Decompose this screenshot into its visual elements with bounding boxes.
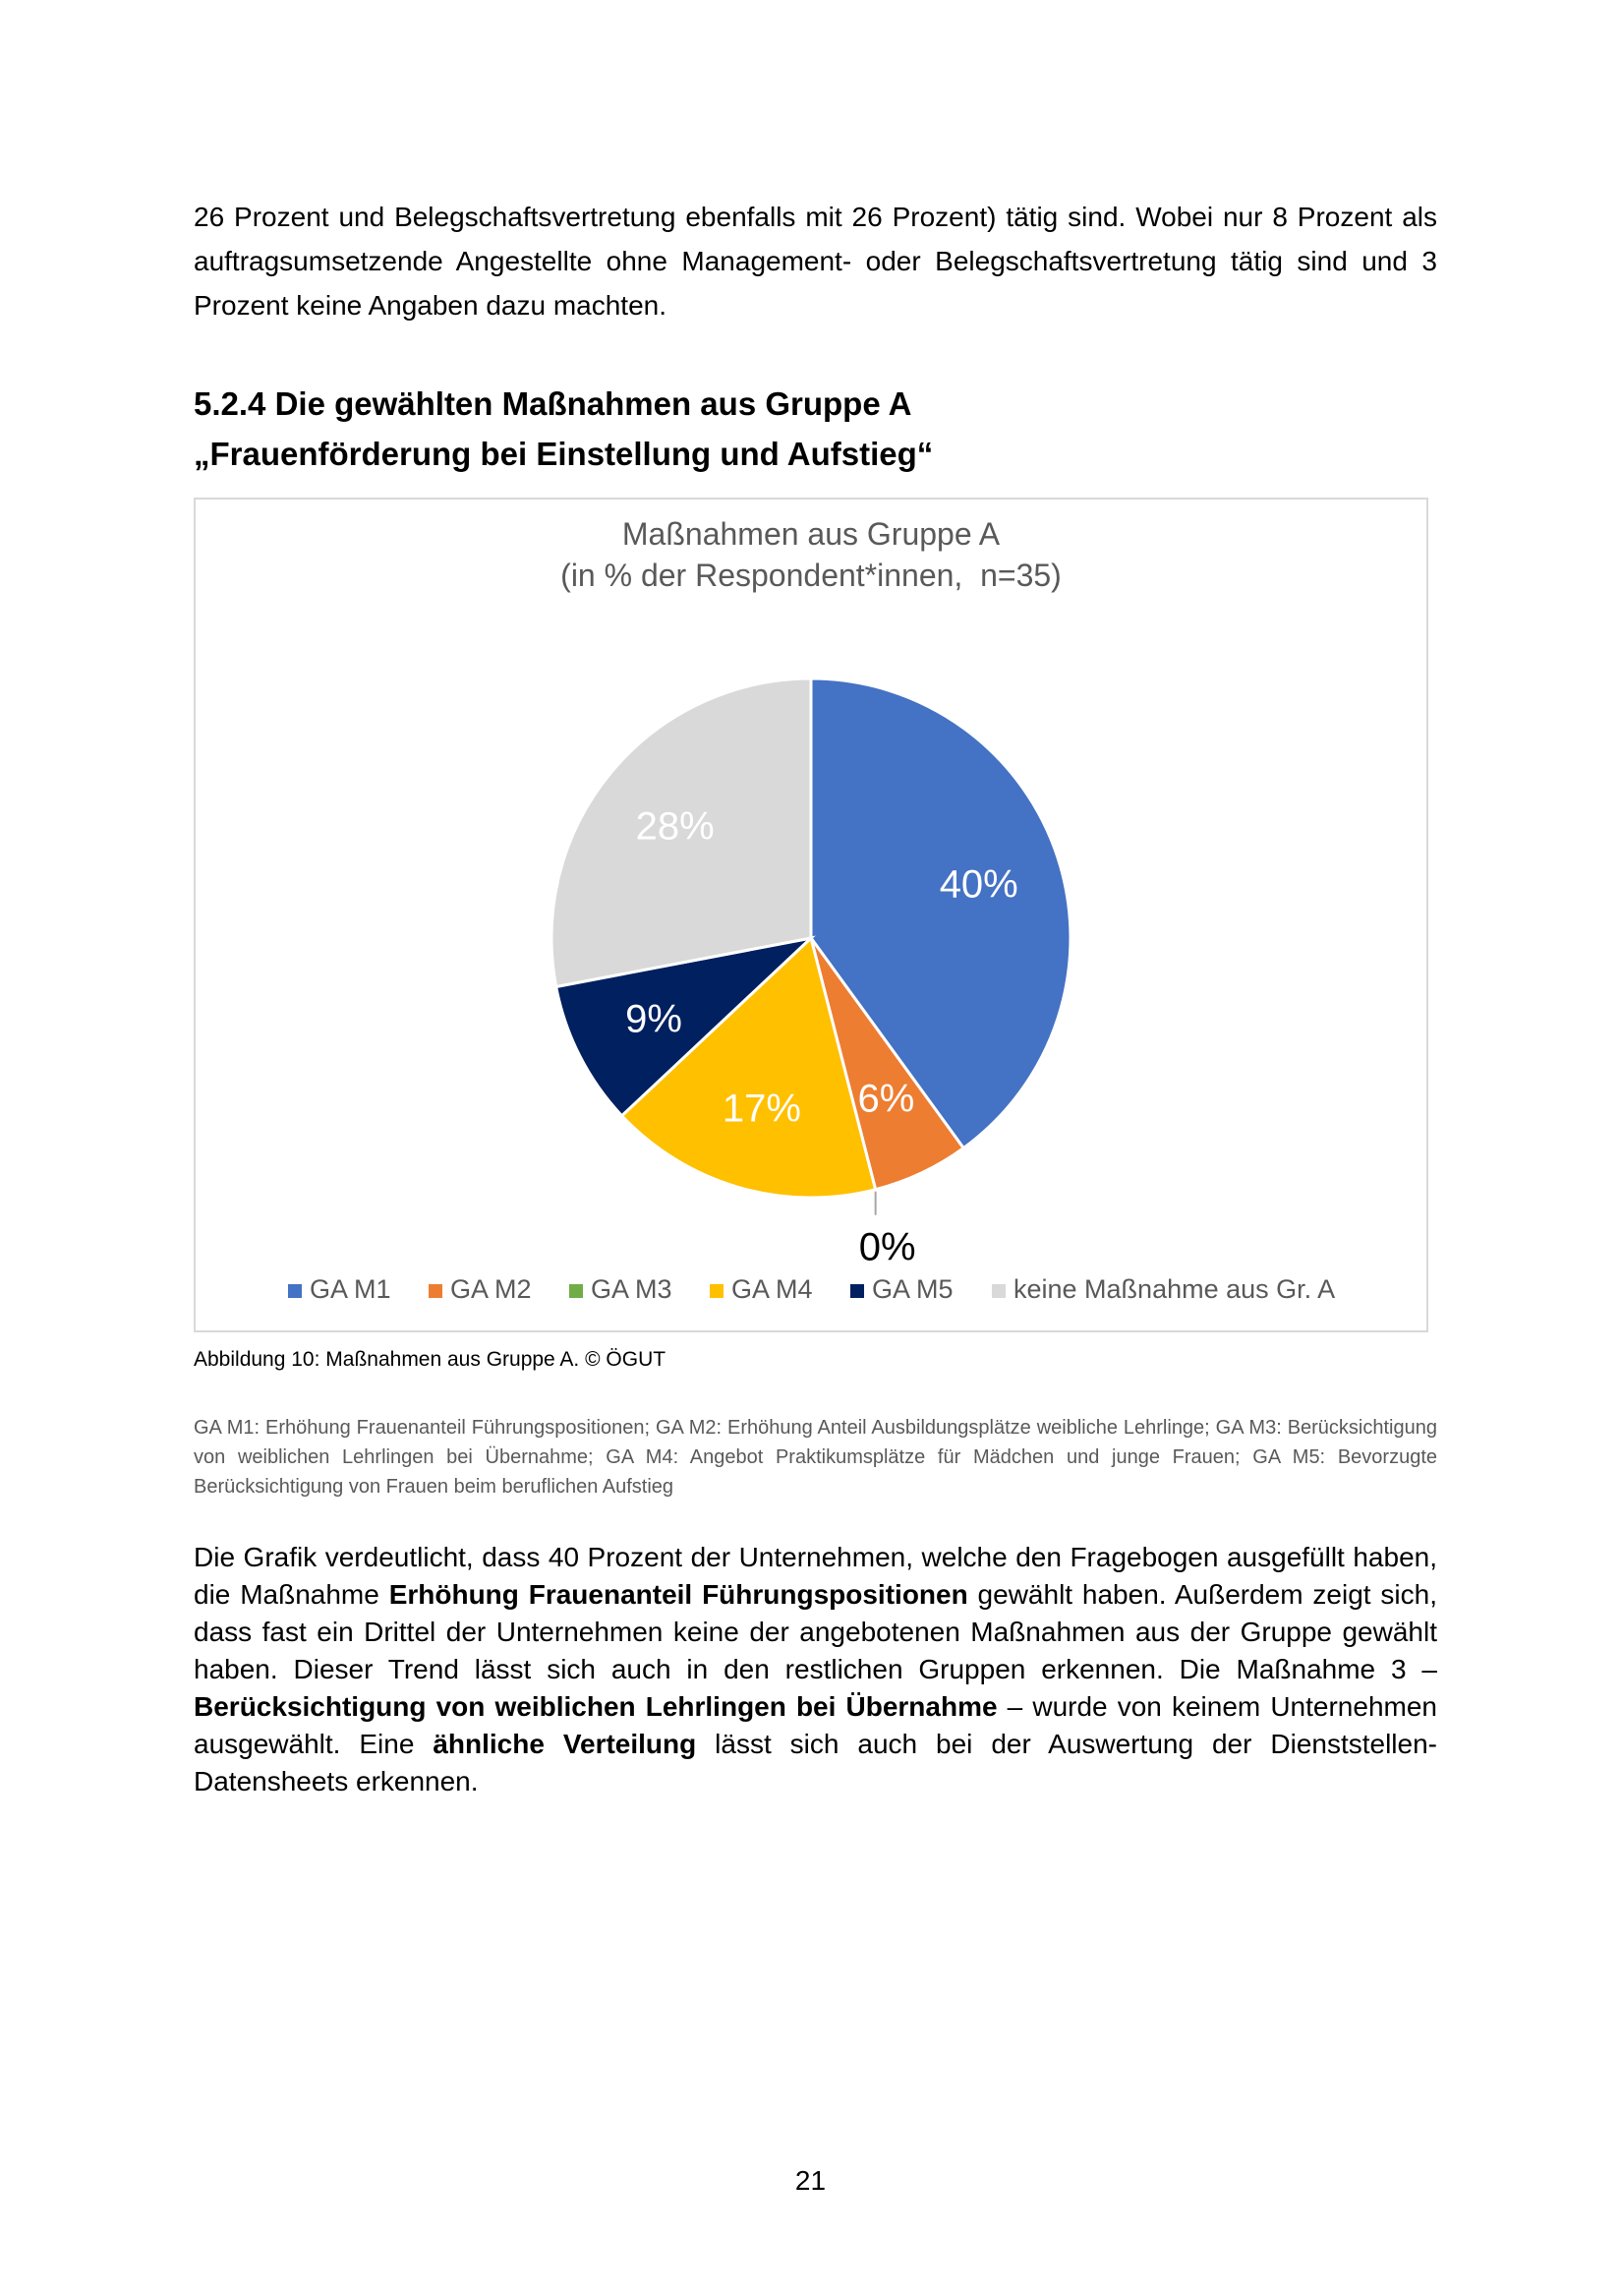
data-label-ga-m1: 40%: [939, 862, 1018, 907]
legend-label-ga-m3: GA M3: [591, 1274, 672, 1304]
main-paragraph: [194, 1539, 1437, 1800]
legend-label-ga-m4: GA M4: [731, 1274, 813, 1304]
pie-slices: [551, 678, 1071, 1198]
main-bold-3: ähnliche Verteilung: [433, 1729, 697, 1759]
main-bold-1: Erhöhung Frauenanteil Führungspositionen: [388, 1579, 968, 1610]
legend-swatch-ga-m5: [850, 1284, 864, 1298]
pie-chart-figure: [194, 498, 1428, 1332]
chart-subtitle: (in % der Respondent*innen, n=35): [560, 558, 1062, 593]
legend-swatch-ga-m2: [429, 1284, 442, 1298]
main-text-3: – wurde von keinem Unternehmen ausgewählt. Eine: [194, 1691, 1437, 1759]
legend-swatch-ga-m3: [569, 1284, 583, 1298]
legend-label-ga-m1: GA M1: [310, 1274, 391, 1304]
figure-note: GA M1: Erhöhung Frauenanteil Führungspositionen; GA M2: Erhöhung Anteil Ausbildungsplätze weibliche Lehrlinge; GA M3: Berücksichtigung von weiblichen Lehrlingen bei Übernahme; GA M4: Angebot Praktikumsplätze für Mädchen und junge Frauen; GA M5: Bevorzugte Berücksichtigung von Frauen beim beruflichen Aufstieg: [194, 1417, 1437, 1498]
intro-paragraph: 26 Prozent und Belegschaftsvertretung ebenfalls mit 26 Prozent) tätig sind. Wobei nur 8 Prozent als auftragsumsetzende Angestellte ohne Management- oder Belegschaftsvertretung tätig sind und 3 Prozent keine Angaben dazu machten.: [194, 202, 1437, 321]
legend-swatch-ga-m1: [288, 1284, 302, 1298]
main-bold-2: Berücksichtigung von weiblichen Lehrlingen bei Übernahme: [194, 1691, 998, 1722]
section-heading-line1: 5.2.4 Die gewählten Maßnahmen aus Gruppe A: [194, 385, 912, 422]
section-heading: [194, 379, 1437, 479]
pie-chart: [196, 500, 1426, 1330]
main-text-1: Die Grafik verdeutlicht, dass 40 Prozent der Unternehmen, welche den Fragebogen ausgefüllt haben, die Maßnahme: [194, 1542, 1437, 1610]
chart-title: Maßnahmen aus Gruppe A: [621, 516, 1001, 552]
page-number: 21: [794, 2165, 827, 2196]
legend-label-keine-ma-nahme-aus-gr-a: keine Maßnahme aus Gr. A: [1013, 1274, 1336, 1304]
legend-label-ga-m2: GA M2: [450, 1274, 532, 1304]
data-label-ga-m4: 17%: [722, 1087, 801, 1131]
data-label-keine-ma-nahme-aus-gr-a: 28%: [635, 804, 715, 849]
section-heading-line2: „Frauenförderung bei Einstellung und Aufstieg“: [194, 436, 934, 472]
main-text-2: gewählt haben. Außerdem zeigt sich, dass fast ein Drittel der Unternehmen keine der angebotenen Maßnahmen aus der Gruppe gewählt haben. Dieser Trend lässt sich auch in den restlichen Gruppen erkennen. Die Maßnahme 3 –: [194, 1579, 1437, 1684]
data-label-ga-m2: 6%: [857, 1077, 915, 1121]
data-label-ga-m5: 9%: [625, 997, 682, 1041]
chart-legend: [288, 1274, 1335, 1304]
data-label-ga-m3: 0%: [858, 1225, 916, 1269]
legend-swatch-ga-m4: [710, 1284, 724, 1298]
main-text-4: lässt sich auch bei der Auswertung der Dienststellen-Datensheets erkennen.: [194, 1729, 1438, 1796]
figure-caption: Abbildung 10: Maßnahmen aus Gruppe A. © ÖGUT: [194, 1348, 666, 1371]
legend-swatch-keine-ma-nahme-aus-gr-a: [992, 1284, 1006, 1298]
legend-label-ga-m5: GA M5: [872, 1274, 954, 1304]
